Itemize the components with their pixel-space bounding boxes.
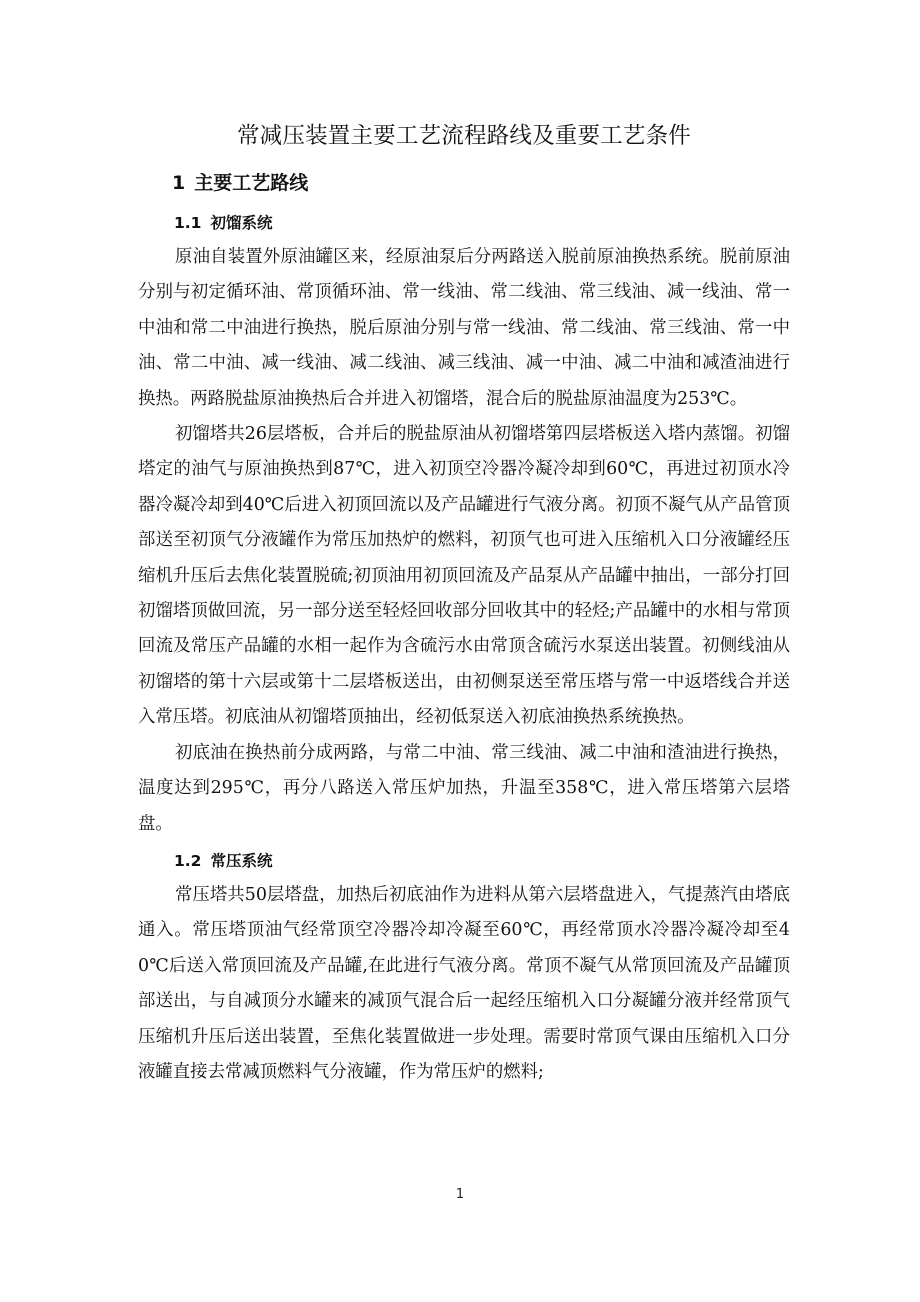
subsection-title: 初馏系统 bbox=[210, 214, 273, 232]
subsection-heading-1-2 bbox=[174, 846, 790, 876]
subsection-number: 1.1 bbox=[174, 214, 202, 232]
paragraph: 原油自装置外原油罐区来，经原油泵后分两路送入脱前原油换热系统。脱前原油分别与初定循环油、常顶循环油、常一线油、常二线油、常三线油、减一线油、常一中油和常二中油进行换热，脱后原油分别与常一线油、常二线油、常三线油、常一中油、常二中油、减一线油、减二线油、减三线油、减一中油、减二中油和减渣油进行换热。两路脱盐原油换热后合并进入初馏塔，混合后的脱盐原油温度为253℃。 bbox=[138, 247, 790, 409]
document-body bbox=[138, 118, 790, 1090]
paragraph: 初底油在换热前分成两路，与常二中油、常三线油、减二中油和渣油进行换热，温度达到295℃，再分八路送入常压炉加热，升温至358℃，进入常压塔第六层塔盘。 bbox=[138, 742, 790, 834]
paragraph: 常压塔共50层塔盘，加热后初底油作为进料从第六层塔盘进入，气提蒸汽由塔底通入。常压塔顶油气经常顶空冷器冷却冷凝至60℃，再经常顶水冷器冷凝冷却至40℃后送入常顶回流及产品罐,在此进行气液分离。常顶不凝气从常顶回流及产品罐顶部送出，与自减顶分水罐来的减顶气混合后一起经压缩机入口分凝罐分液并经常顶气压缩机升压后送出装置，至焦化装置做进一步处理。需要时常顶气课由压缩机入口分液罐直接去常减顶燃料气分液罐，作为常压炉的燃料; bbox=[138, 884, 790, 1082]
paragraph: 初馏塔共26层塔板，合并后的脱盐原油从初馏塔第四层塔板送入塔内蒸馏。初馏塔定的油气与原油换热到87℃，进入初顶空冷器冷凝冷却到60℃，再进过初顶水冷器冷凝冷却到40℃后进入初顶回流以及产品罐进行气液分离。初顶不凝气从产品管顶部送至初顶气分液罐作为常压加热炉的燃料，初顶气也可进入压缩机入口分液罐经压缩机升压后去焦化装置脱硫;初顶油用初顶回流及产品泵从产品罐中抽出，一部分打回初馏塔顶做回流，另一部分送至轻烃回收部分回收其中的轻烃;产品罐中的水相与常顶回流及常压产品罐的水相一起作为含硫污水由常顶含硫污水泵送出装置。初侧线油从初馏塔的第十六层或第十二层塔板送出，由初侧泵送至常压塔与常一中返塔线合并送入常压塔。初底油从初馏塔顶抽出，经初低泵送入初底油换热系统换热。 bbox=[138, 424, 790, 728]
section-number: 1 bbox=[172, 172, 186, 194]
subsection-title: 常压系统 bbox=[210, 851, 273, 870]
section-heading-1 bbox=[172, 168, 790, 198]
document-title: 常减压装置主要工艺流程路线及重要工艺条件 bbox=[236, 123, 691, 149]
section-title: 主要工艺路线 bbox=[194, 172, 309, 194]
subsection-number: 1.2 bbox=[174, 851, 202, 870]
page-number: 1 bbox=[455, 1187, 465, 1202]
subsection-heading-1-1 bbox=[174, 208, 790, 238]
